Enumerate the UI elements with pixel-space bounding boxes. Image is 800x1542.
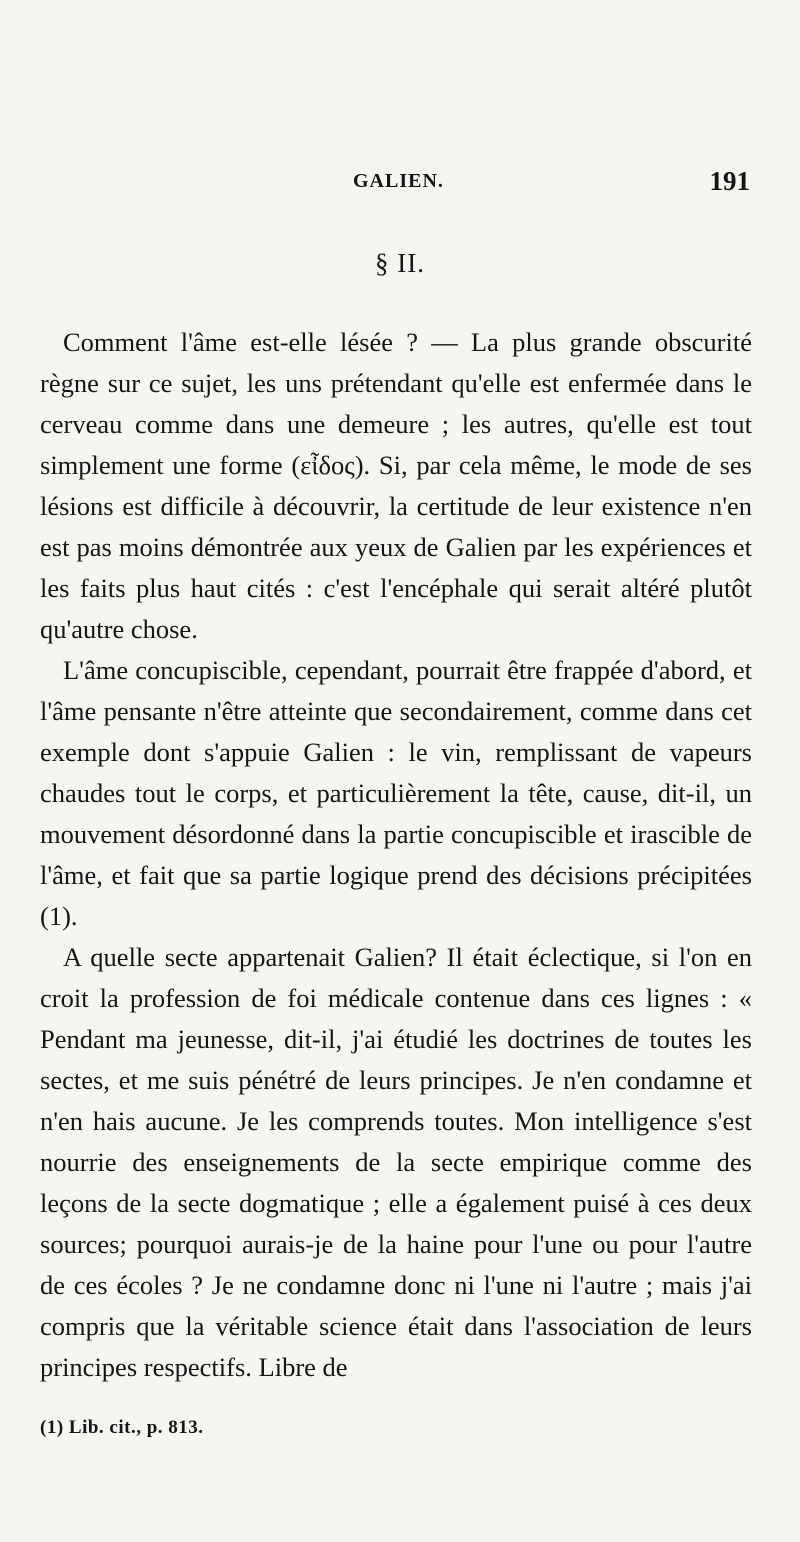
body-text <box>40 322 752 1388</box>
paragraph-ame-concupiscible: L'âme concupiscible, cependant, pourrait être frappée d'abord, et l'âme pensante n'être atteinte que secondairement, comme dans cet exemple dont s'appuie Galien : le vin, remplissant de vapeurs chaudes tout le corps, et particulièrement la tête, cause, dit-il, un mouvement désordonné dans la partie concupiscible et irascible de l'âme, et fait que sa partie logique prend des décisions précipitées (1). <box>40 655 752 931</box>
section-heading: § II. <box>375 248 425 278</box>
footnote: (1) Lib. cit., p. 813. <box>40 1417 204 1438</box>
page-header <box>40 166 750 198</box>
paragraph-secte-galien: A quelle secte appartenait Galien? Il était éclectique, si l'on en croit la profession de foi médicale contenue dans ces lignes : « Pendant ma jeunesse, dit-il, j'ai étudié les doctrines de toutes les sectes, et me suis pénétré de leurs principes. Je n'en condamne et n'en hais aucune. Je les comprends toutes. Mon intelligence s'est nourrie des enseignements de la secte empirique comme des leçons de la secte dogmatique ; elle a également puisé à ces deux sources; pourquoi aurais-je de la haine pour l'une ou pour l'autre de ces écoles ? Je ne condamne donc ni l'une ni l'autre ; mais j'ai compris que la véritable science était dans l'association de leurs principes respectifs. Libre de <box>40 942 752 1382</box>
page-number: 191 <box>709 166 750 196</box>
running-head: GALIEN. <box>353 170 444 192</box>
paragraph-lesion-ame: Comment l'âme est-elle lésée ? — La plus grande obscurité règne sur ce sujet, les uns prétendant qu'elle est enfermée dans le cerveau comme dans une demeure ; les autres, qu'elle est tout simplement une forme (εἶδος). Si, par cela même, le mode de ses lésions est difficile à découvrir, la certitude de leur existence n'en est pas moins démontrée aux yeux de Galien par les expériences et les faits plus haut cités : c'est l'encéphale qui serait altéré plutôt qu'autre chose. <box>40 327 752 644</box>
